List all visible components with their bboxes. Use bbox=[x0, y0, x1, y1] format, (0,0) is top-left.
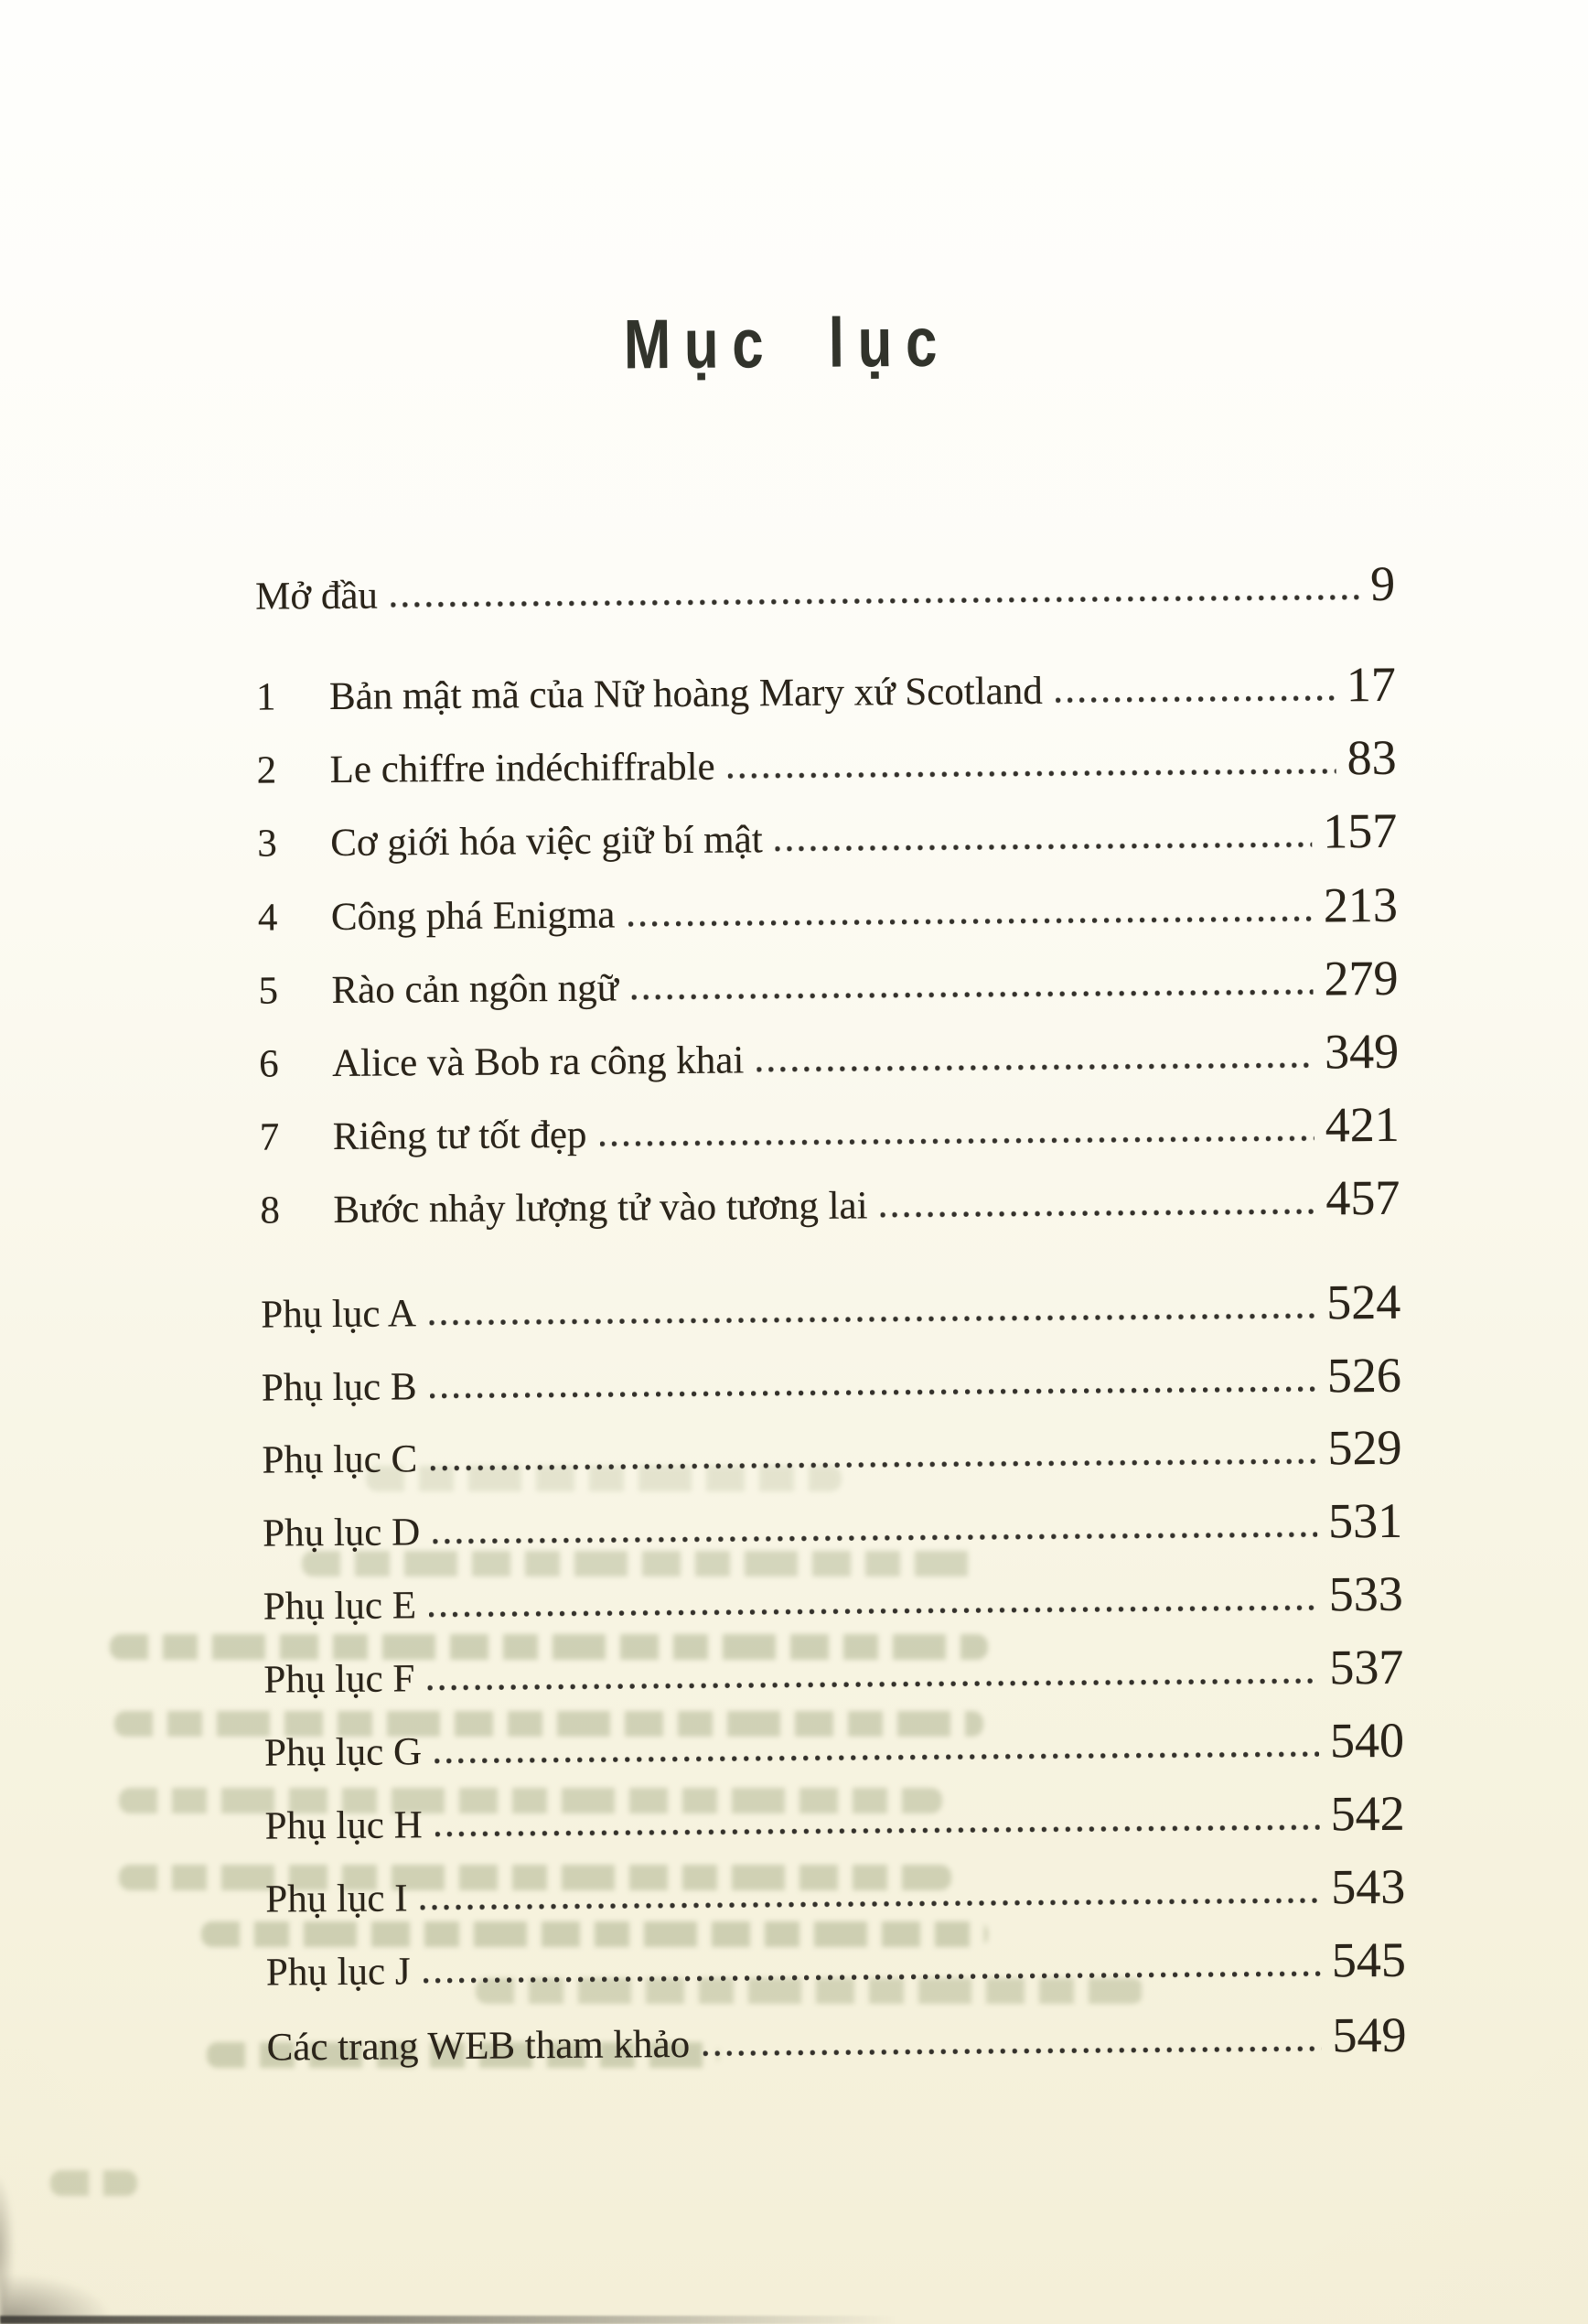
dot-leader bbox=[880, 1182, 1314, 1219]
toc-entry bbox=[261, 1275, 1400, 1342]
toc-entry-number: 2 bbox=[256, 748, 277, 792]
toc-entry bbox=[262, 1421, 1401, 1488]
toc-entry-label: Phụ lục J bbox=[265, 1950, 411, 1995]
toc-entry-page: 421 bbox=[1325, 1096, 1400, 1153]
toc-entry-label: Phụ lục D bbox=[262, 1511, 421, 1555]
dot-leader bbox=[727, 741, 1336, 779]
toc-entry-label: Le chiffre indéchiffrable bbox=[329, 745, 715, 791]
toc-entry-label: Phụ lục C bbox=[262, 1437, 418, 1482]
toc-entry bbox=[262, 1349, 1401, 1415]
toc-entry bbox=[266, 2008, 1406, 2075]
toc-entry bbox=[258, 952, 1398, 1018]
toc-entry-page: 17 bbox=[1346, 656, 1397, 713]
toc-entry bbox=[258, 878, 1398, 945]
toc-entry-label: Mở đầu bbox=[254, 574, 379, 619]
toc-entry-label: Phụ lục E bbox=[263, 1584, 417, 1629]
toc-entry-page: 531 bbox=[1327, 1492, 1403, 1549]
toc-entry-page: 549 bbox=[1332, 2007, 1407, 2063]
dot-leader bbox=[391, 567, 1359, 608]
dot-leader bbox=[756, 1036, 1314, 1073]
dot-leader bbox=[429, 1286, 1316, 1327]
toc-entry-label: Phụ lục A bbox=[261, 1292, 417, 1337]
dot-leader bbox=[429, 1578, 1318, 1619]
toc-entry-label: Công phá Enigma bbox=[330, 893, 616, 939]
dot-leader bbox=[420, 1871, 1320, 1911]
toc-entry-page: 529 bbox=[1327, 1419, 1402, 1476]
toc-entry bbox=[260, 1171, 1400, 1238]
toc-entry-page: 279 bbox=[1324, 950, 1399, 1006]
page-bottom-edge-shadow bbox=[0, 2316, 896, 2324]
toc-entry bbox=[256, 658, 1396, 725]
dot-leader bbox=[429, 1360, 1316, 1400]
toc-entry-label: Phụ lục H bbox=[264, 1803, 423, 1848]
toc-entry-number: 5 bbox=[258, 969, 279, 1013]
toc-entry-page: 9 bbox=[1369, 555, 1396, 612]
toc-entry-label: Phụ lục G bbox=[263, 1730, 423, 1775]
toc-entry bbox=[255, 557, 1395, 624]
toc-entry-label: Phụ lục I bbox=[265, 1877, 408, 1921]
toc-entry bbox=[263, 1567, 1403, 1634]
toc-entry-page: 542 bbox=[1330, 1785, 1405, 1842]
dot-leader bbox=[631, 963, 1314, 1001]
toc-entry-label: Rào cản ngôn ngữ bbox=[331, 966, 619, 1012]
toc-entry-page: 457 bbox=[1325, 1169, 1400, 1226]
toc-entry-page: 540 bbox=[1329, 1712, 1405, 1769]
dot-leader bbox=[433, 1505, 1317, 1545]
toc-entry-label: Phụ lục B bbox=[261, 1365, 417, 1410]
dot-leader bbox=[435, 1798, 1320, 1838]
toc-entry-page: 533 bbox=[1328, 1565, 1403, 1622]
toc-entry-page: 213 bbox=[1323, 877, 1399, 933]
dot-leader bbox=[775, 815, 1312, 853]
toc-entry-page: 524 bbox=[1325, 1274, 1401, 1330]
toc-entry-label: Phụ lục F bbox=[263, 1657, 415, 1702]
toc-entry-label: Riêng tư tốt đẹp bbox=[332, 1113, 587, 1158]
toc-entry-page: 83 bbox=[1347, 729, 1397, 786]
toc-entry bbox=[265, 1860, 1405, 1927]
dot-leader bbox=[430, 1432, 1317, 1472]
toc-entry-page: 537 bbox=[1329, 1639, 1404, 1695]
toc-entry-page: 349 bbox=[1324, 1023, 1400, 1080]
toc-entry bbox=[264, 1714, 1404, 1781]
toc-entry-page: 526 bbox=[1326, 1347, 1402, 1404]
toc-entry-label: Bản mật mã của Nữ hoàng Mary xứ Scotland bbox=[328, 669, 1043, 718]
toc-entry-label: Bước nhảy lượng tử vào tương lai bbox=[333, 1184, 868, 1232]
toc-entry-number: 3 bbox=[257, 822, 277, 866]
toc-entry bbox=[263, 1494, 1402, 1561]
toc-entry-number: 8 bbox=[260, 1189, 281, 1232]
toc-entry-page: 543 bbox=[1331, 1858, 1406, 1915]
toc-entry-number: 1 bbox=[255, 675, 276, 719]
toc-entry-number: 6 bbox=[258, 1042, 279, 1086]
toc-entry bbox=[259, 1025, 1399, 1092]
toc-entry-label: Alice và Bob ra công khai bbox=[331, 1038, 745, 1085]
dot-leader bbox=[628, 889, 1313, 928]
toc-entry-label: Các trang WEB tham khảo bbox=[266, 2022, 691, 2070]
toc-entry bbox=[266, 1933, 1406, 2000]
toc-entry-label: Cơ giới hóa việc giữ bí mật bbox=[330, 818, 763, 865]
toc-entry-page: 157 bbox=[1322, 802, 1398, 859]
dot-leader bbox=[599, 1109, 1314, 1147]
dot-leader bbox=[703, 2019, 1322, 2057]
toc-entry-number: 4 bbox=[257, 896, 278, 940]
dot-leader bbox=[427, 1652, 1318, 1692]
toc-entry-page: 545 bbox=[1331, 1931, 1407, 1988]
toc-entry bbox=[264, 1787, 1404, 1854]
toc-entry bbox=[263, 1641, 1403, 1707]
toc-entry bbox=[256, 731, 1396, 798]
toc-entry-number: 7 bbox=[259, 1115, 280, 1159]
page-title bbox=[0, 303, 1582, 385]
dot-leader bbox=[423, 1944, 1321, 1985]
page-title-text: Mục lục bbox=[624, 303, 951, 384]
toc-entry bbox=[260, 1098, 1400, 1165]
dot-leader bbox=[1056, 668, 1336, 703]
toc-entry bbox=[257, 804, 1397, 871]
dot-leader bbox=[435, 1725, 1319, 1765]
